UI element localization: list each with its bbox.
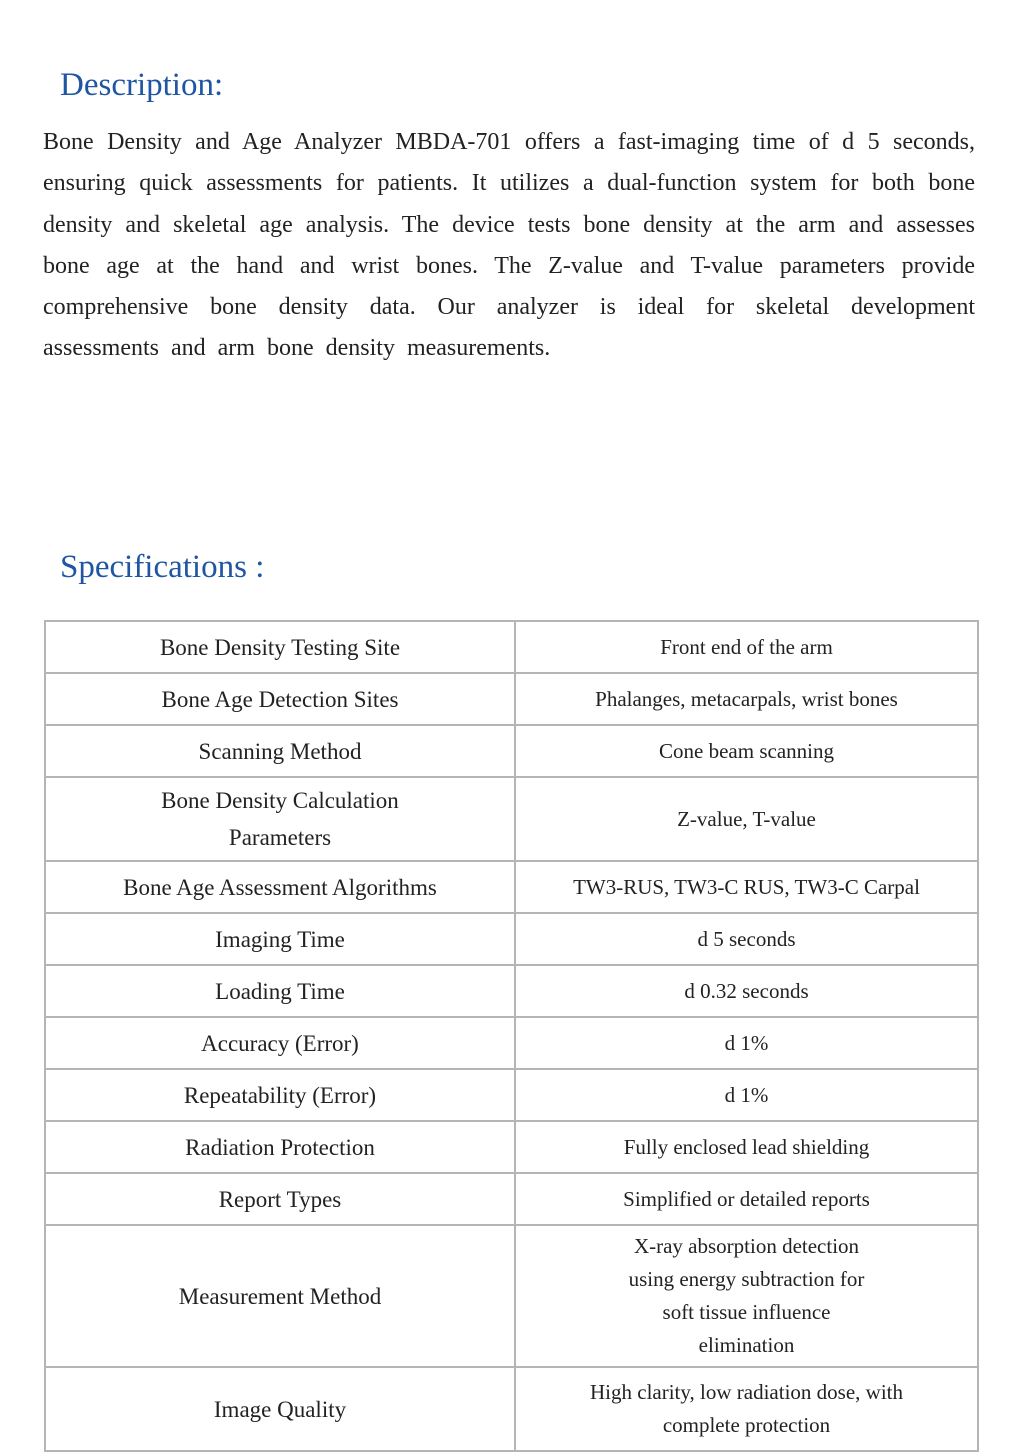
- spec-label: Scanning Method: [45, 725, 515, 777]
- table-row: [45, 1017, 978, 1069]
- spec-value: Simplified or detailed reports: [515, 1173, 978, 1225]
- spec-label: Image Quality: [45, 1367, 515, 1451]
- spec-label: Bone Density Testing Site: [45, 621, 515, 673]
- spec-value: Fully enclosed lead shielding: [515, 1121, 978, 1173]
- table-row: [45, 1121, 978, 1173]
- table-row: [45, 965, 978, 1017]
- table-row: [45, 1225, 978, 1367]
- table-row: [45, 861, 978, 913]
- spec-value: d 0.32 seconds: [515, 965, 978, 1017]
- specifications-heading: Specifications :: [60, 549, 265, 585]
- spec-value: d 1%: [515, 1069, 978, 1121]
- spec-label: Repeatability (Error): [45, 1069, 515, 1121]
- spec-value: Z-value, T-value: [515, 777, 978, 861]
- spec-value: Phalanges, metacarpals, wrist bones: [515, 673, 978, 725]
- spec-label: Bone Age Detection Sites: [45, 673, 515, 725]
- spec-value: X-ray absorption detection using energy subtraction for soft tissue influence elimination: [515, 1225, 978, 1367]
- spec-label: Accuracy (Error): [45, 1017, 515, 1069]
- table-row: [45, 1367, 978, 1451]
- description-heading: Description:: [60, 67, 224, 103]
- spec-value: Cone beam scanning: [515, 725, 978, 777]
- spec-value: d 5 seconds: [515, 913, 978, 965]
- spec-label: Measurement Method: [45, 1225, 515, 1367]
- spec-value: TW3-RUS, TW3-C RUS, TW3-C Carpal: [515, 861, 978, 913]
- spec-label: Imaging Time: [45, 913, 515, 965]
- spec-value: High clarity, low radiation dose, with complete protection: [515, 1367, 978, 1451]
- spec-label: Bone Density Calculation Parameters: [45, 777, 515, 861]
- spec-label: Loading Time: [45, 965, 515, 1017]
- description-text: Bone Density and Age Analyzer MBDA-701 offers a fast-imaging time of d 5 seconds, ensuring quick assessments for patients. It utilizes a dual-function system for both bone density and skeletal age analysis. The device tests bone density at the arm and assesses bone age at the hand and wrist bones. The Z-value and T-value parameters provide comprehensive bone density data. Our analyzer is ideal for skeletal development assessments and arm bone density measurements.: [43, 129, 975, 362]
- table-row: [45, 725, 978, 777]
- table-row: [45, 777, 978, 861]
- table-row: [45, 913, 978, 965]
- spec-value: d 1%: [515, 1017, 978, 1069]
- spec-value: Front end of the arm: [515, 621, 978, 673]
- table-row: [45, 1069, 978, 1121]
- table-row: [45, 621, 978, 673]
- spec-label: Radiation Protection: [45, 1121, 515, 1173]
- table-row: [45, 673, 978, 725]
- table-row: [45, 1173, 978, 1225]
- specifications-table: [44, 620, 979, 1452]
- spec-label: Bone Age Assessment Algorithms: [45, 861, 515, 913]
- spec-label: Report Types: [45, 1173, 515, 1225]
